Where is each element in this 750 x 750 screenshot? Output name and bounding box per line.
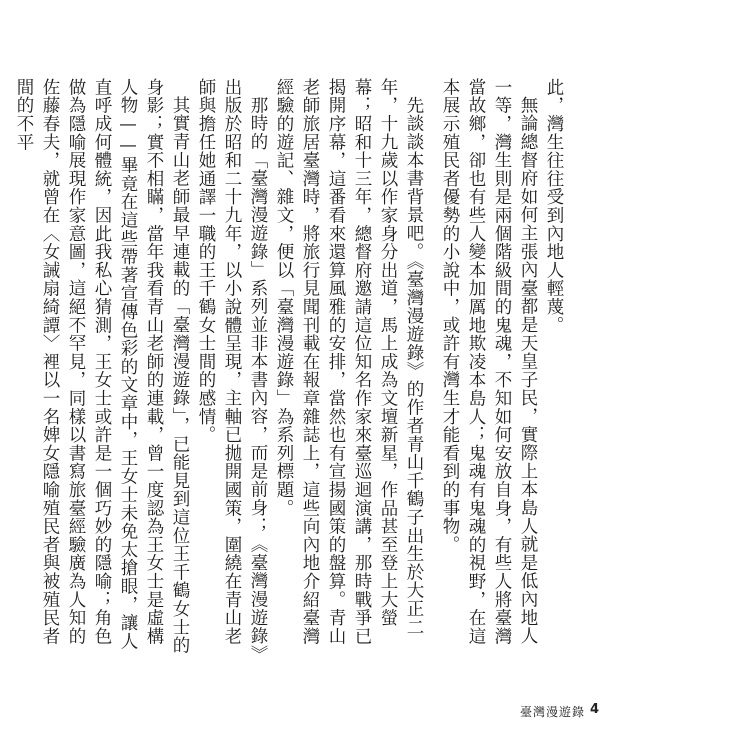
paragraph-governor-policy: 無論總督府如何主張內臺都是天皇子民，實際上本島人就是低內地人一等，灣生則是兩個階級間的鬼魂，不知如何安放自身，有些人將臺灣當故鄉，卻也有些人變本加厲地欺凌本島人；鬼魂有鬼魂的視野，在這本展示殖民者優勢的小說中，或許有灣生才能看到的事物。: [440, 78, 538, 646]
running-title: 臺灣漫遊錄: [520, 705, 586, 719]
paragraph-wang-chizuru: 其實青山老師最早連載的「臺灣漫遊錄」，已能見到這位王千鶴女士的身影；實不相瞞，當年我看青山老師的連載，曾一度認為王女士是虛構人物——畢竟在這些帶著宣傳色彩的文章中，王女士未免太搶眼，讓人直呼成何體統，因此我私心猜測，王女士或許是一個巧妙的隱喻；角色做為隱喻展現作家意圖，這絕不罕見，同樣以書寫旅臺經驗廣為人知的佐藤春夫，就曾在〈女誡扇綺譚〉裡以一名婢女隱喻殖民者與被殖民者間的不平: [14, 78, 190, 655]
page-number: 4: [590, 702, 600, 717]
paragraph-gap: [427, 78, 437, 660]
paragraph-continued: 此，灣生往往受到內地人輕蔑。: [544, 78, 564, 335]
paragraph-book-background: 先談談本書背景吧。《臺灣漫遊錄》的作者青山千鶴子出生於大正二年，十九歲以作家身分出道，馬上成為文壇新星，作品甚至登上大螢幕；昭和十三年，總督府邀請這位知名作家來臺巡迴演講，那時戰爭已揭開序幕，這番看來還算風雅的安排，當然也有宣揚國策的盤算。青山老師旅居臺灣時，將旅行見聞刊載在報章雜誌上，這些向內地介紹臺灣經驗的遊記、雜文，便以「臺灣漫遊錄」為系列標題。: [274, 78, 424, 646]
body-text: [14, 78, 567, 660]
paragraph-publication: 那時的「臺灣漫遊錄」系列並非本書內容，而是前身；《臺灣漫遊錄》出版於昭和二十九年，以小說體呈現，主軸已拋開國策，圍繞在青山老師與擔任她通譯一職的王千鶴女士間的感情。: [196, 78, 268, 655]
page-footer: [0, 703, 750, 725]
